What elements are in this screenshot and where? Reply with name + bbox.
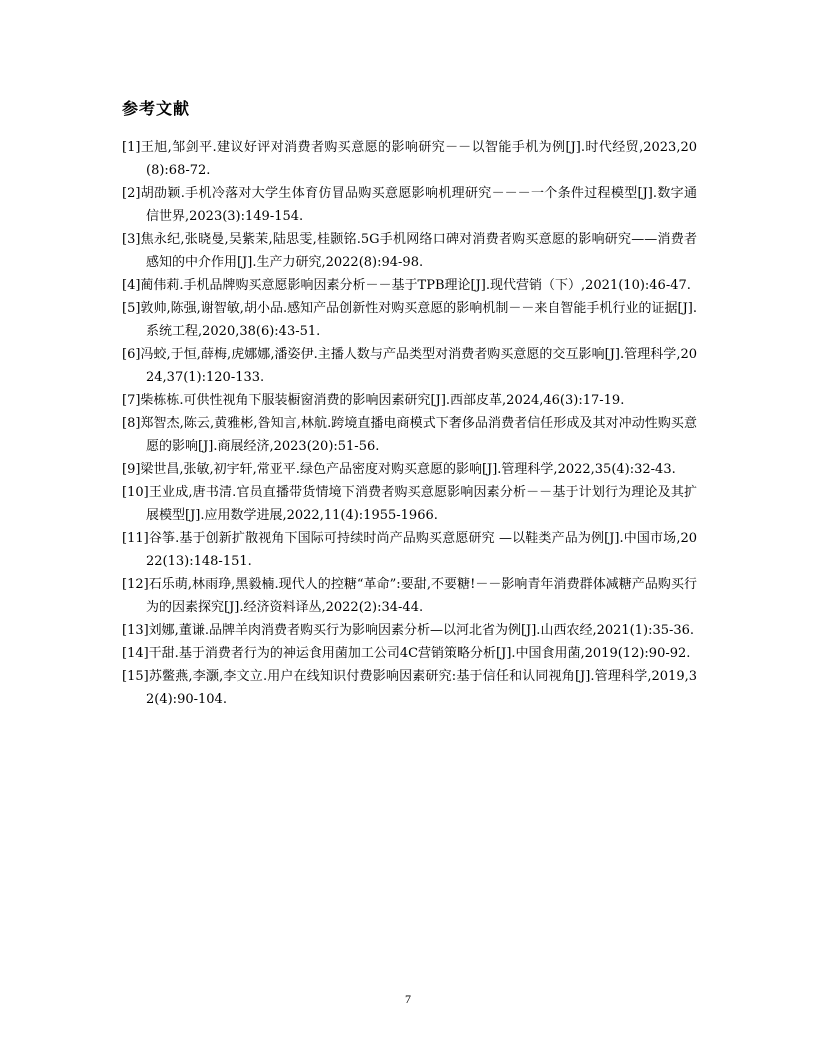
reference-item: [7]柴栋栋.可供性视角下服装橱窗消费的影响因素研究[J].西部皮革,2024,46(3):17-19. <box>122 393 625 408</box>
reference-item: [4]蔺伟莉.手机品牌购买意愿影响因素分析－－基于TPB理论[J].现代营销（下）,2021(10):46-47. <box>122 278 691 293</box>
reference-item: [15]苏鳖燕,李灏,李文立.用户在线知识付费影响因素研究:基于信任和认同视角[J].管理科学,2019,32(4):90-104. <box>122 669 697 707</box>
references-heading: 参考文献 <box>122 99 191 118</box>
reference-item: [8]郑智杰,陈云,黄雅彬,昝知言,林航.跨境直播电商模式下奢侈品消费者信任形成及其对冲动性购买意愿的影响[J].商展经济,2023(20):51-56. <box>122 416 697 454</box>
reference-item: [12]石乐萌,林雨琤,黑毅楠.现代人的控糖“革命”:要甜,不要糖!－－影响青年消费群体减糖产品购买行为的因素探究[J].经济资料译丛,2022(2):34-44. <box>122 577 697 615</box>
reference-item: [13]刘娜,董谦.品牌羊肉消费者购买行为影响因素分析—以河北省为例[J].山西农经,2021(1):35-36. <box>122 623 695 638</box>
reference-item: [5]敦帅,陈强,谢智敏,胡小品.感知产品创新性对购买意愿的影响机制－－来自智能手机行业的证据[J].系统工程,2020,38(6):43-51. <box>122 301 697 339</box>
reference-item: [3]焦永纪,张晓曼,吴紫茉,陆思雯,桂颢铭.5G手机网络口碑对消费者购买意愿的影响研究——消费者感知的中介作用[J].生产力研究,2022(8):94-98. <box>122 232 697 270</box>
reference-item: [9]梁世昌,张敏,初宇轩,常亚平.绿色产品密度对购买意愿的影响[J].管理科学,2022,35(4):32-43. <box>122 462 676 477</box>
reference-item: [11]谷筝.基于创新扩散视角下国际可持续时尚产品购买意愿研究 —以鞋类产品为例[J].中国市场,2022(13):148-151. <box>122 531 697 569</box>
reference-list <box>122 136 697 711</box>
reference-item: [1]王旭,邹剑平.建议好评对消费者购买意愿的影响研究－－以智能手机为例[J].时代经贸,2023,20(8):68-72. <box>122 140 697 178</box>
reference-item: [14]干甜.基于消费者行为的神运食用菌加工公司4C营销策略分析[J].中国食用菌,2019(12):90-92. <box>122 646 691 661</box>
reference-item: [2]胡劭颖.手机冷落对大学生体育仿冒品购买意愿影响机理研究－－－一个条件过程模型[J].数字通信世界,2023(3):149-154. <box>122 186 697 224</box>
reference-item: [6]冯蛟,于恒,薛梅,虎娜娜,潘姿伊.主播人数与产品类型对消费者购买意愿的交互影响[J].管理科学,2024,37(1):120-133. <box>122 347 697 385</box>
reference-item: [10]王业成,唐书清.官员直播带货情境下消费者购买意愿影响因素分析－－基于计划行为理论及其扩展模型[J].应用数学进展,2022,11(4):1955-1966. <box>122 485 697 523</box>
page-number: 7 <box>405 992 411 1006</box>
